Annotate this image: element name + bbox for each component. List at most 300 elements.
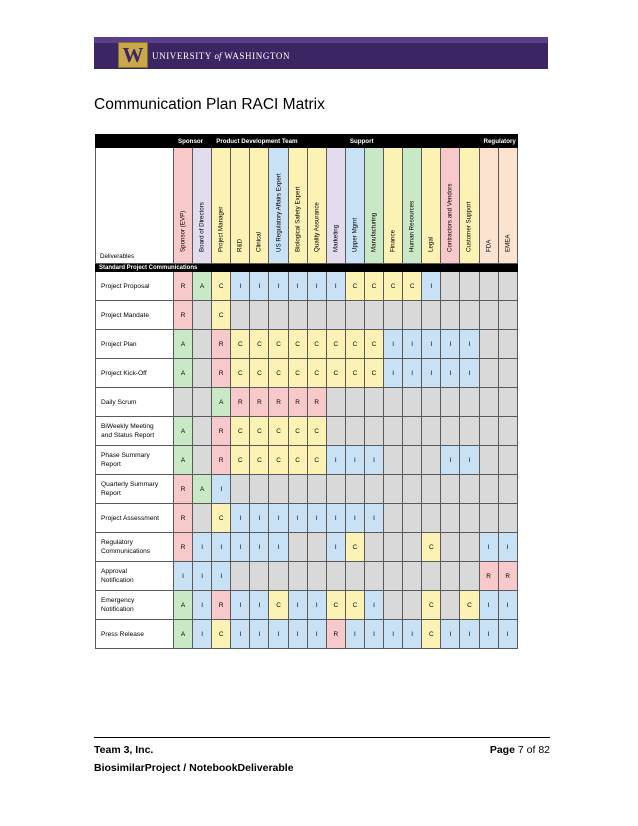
deliverable-label (96, 475, 174, 504)
raci-cell: R (250, 388, 269, 417)
raci-cell: R (212, 359, 231, 388)
raci-cell (460, 417, 479, 446)
raci-cell: C (345, 330, 364, 359)
raci-cell: I (460, 446, 479, 475)
raci-cell (250, 475, 269, 504)
deliverable-label-line: Approval (101, 568, 128, 575)
raci-cell (384, 562, 403, 591)
raci-cell (288, 475, 307, 504)
role-header-row (96, 148, 518, 264)
deliverable-label (96, 388, 174, 417)
raci-cell (422, 417, 441, 446)
footer-page-current: 7 (517, 744, 524, 756)
table-row (96, 388, 518, 417)
role-label: Board of Directors (198, 202, 206, 252)
raci-cell: R (174, 475, 193, 504)
role-label: R&D (236, 238, 244, 252)
role-label: US Regulatory Affairs Expert (275, 173, 283, 252)
raci-cell (384, 504, 403, 533)
deliverable-label (96, 301, 174, 330)
group-header: Product Development Team (212, 135, 346, 148)
raci-cell: R (212, 446, 231, 475)
raci-cell: I (250, 272, 269, 301)
raci-cell: C (269, 330, 288, 359)
deliverable-label (96, 533, 174, 562)
raci-cell: I (250, 533, 269, 562)
raci-cell (441, 591, 460, 620)
raci-cell (403, 533, 422, 562)
raci-cell: C (288, 446, 307, 475)
deliverable-label-line: Regulatory (101, 539, 133, 546)
table-row (96, 504, 518, 533)
uw-logo-icon: W (118, 42, 148, 68)
group-header (96, 135, 174, 148)
raci-cell (460, 475, 479, 504)
raci-cell: C (250, 359, 269, 388)
raci-cell (422, 446, 441, 475)
raci-cell: I (345, 620, 364, 649)
raci-cell (326, 417, 345, 446)
role-label: Customer Support (465, 201, 473, 252)
footer-subtitle: BiosimilarProject / NotebookDeliverable (94, 762, 294, 774)
raci-cell: C (326, 591, 345, 620)
role-label: Upper Mgmt (351, 217, 359, 252)
footer-page-total: of 82 (526, 744, 550, 756)
raci-cell (479, 475, 498, 504)
raci-cell: I (384, 330, 403, 359)
deliverable-label (96, 330, 174, 359)
raci-cell (345, 417, 364, 446)
table-row (96, 330, 518, 359)
raci-cell (193, 330, 212, 359)
raci-cell: A (174, 591, 193, 620)
table-row (96, 620, 518, 649)
raci-cell: A (193, 272, 212, 301)
banner-stripe (94, 37, 548, 43)
raci-cell: I (212, 475, 231, 504)
raci-cell: I (231, 533, 250, 562)
raci-cell: R (479, 562, 498, 591)
deliverable-label-line: Report (101, 490, 121, 497)
deliverable-label-line: Communications (101, 548, 151, 555)
raci-cell: A (174, 330, 193, 359)
role-label: Legal (427, 236, 435, 252)
raci-cell: I (345, 446, 364, 475)
raci-cell (231, 301, 250, 330)
raci-cell (479, 388, 498, 417)
raci-cell: I (479, 533, 498, 562)
deliverables-header: Deliverables (96, 148, 174, 264)
raci-cell: C (212, 272, 231, 301)
raci-cell: I (212, 533, 231, 562)
raci-cell: C (269, 359, 288, 388)
raci-cell: I (345, 504, 364, 533)
role-header (326, 148, 345, 264)
raci-cell (345, 301, 364, 330)
raci-cell (422, 475, 441, 504)
raci-cell (403, 417, 422, 446)
raci-cell (307, 301, 326, 330)
raci-cell: I (326, 446, 345, 475)
footer-page-number (490, 744, 550, 756)
raci-cell: A (193, 475, 212, 504)
raci-cell: I (326, 533, 345, 562)
raci-cell: I (307, 591, 326, 620)
raci-cell (422, 301, 441, 330)
role-header (174, 148, 193, 264)
raci-cell: I (250, 591, 269, 620)
role-label: Project Manager (217, 206, 225, 252)
raci-cell: A (174, 446, 193, 475)
raci-cell (441, 504, 460, 533)
raci-cell (193, 359, 212, 388)
raci-cell: C (269, 417, 288, 446)
raci-cell (441, 301, 460, 330)
section-label: Standard Project Communications (96, 264, 518, 272)
raci-cell: R (212, 330, 231, 359)
raci-cell: C (212, 504, 231, 533)
role-header (307, 148, 326, 264)
raci-cell (498, 301, 517, 330)
raci-cell: C (269, 446, 288, 475)
raci-cell (364, 417, 383, 446)
group-header: Support (345, 135, 479, 148)
raci-cell (403, 446, 422, 475)
raci-cell: I (326, 504, 345, 533)
table-row (96, 301, 518, 330)
table-row (96, 591, 518, 620)
raci-cell (403, 301, 422, 330)
raci-matrix (95, 134, 518, 649)
deliverable-label-line: Notification (101, 577, 134, 584)
raci-cell (307, 475, 326, 504)
role-label: FDA (485, 239, 493, 252)
deliverable-label-line: Project Plan (101, 340, 137, 348)
raci-cell (326, 562, 345, 591)
role-header (193, 148, 212, 264)
footer-page-word: Page (489, 744, 515, 756)
raci-cell: I (307, 504, 326, 533)
raci-cell (460, 272, 479, 301)
raci-cell (498, 417, 517, 446)
raci-cell (384, 446, 403, 475)
raci-cell: I (231, 272, 250, 301)
raci-cell: C (345, 359, 364, 388)
table-row (96, 562, 518, 591)
role-header (212, 148, 231, 264)
raci-cell: I (422, 272, 441, 301)
role-header (460, 148, 479, 264)
raci-cell (498, 475, 517, 504)
raci-cell: C (250, 330, 269, 359)
deliverable-label (96, 504, 174, 533)
raci-cell (403, 562, 422, 591)
deliverable-label-line: Notification (101, 606, 134, 613)
raci-cell (441, 272, 460, 301)
raci-cell (498, 388, 517, 417)
deliverable-label-line: Daily Scrum (101, 398, 137, 406)
raci-cell: C (307, 330, 326, 359)
raci-cell: I (307, 272, 326, 301)
deliverable-label-line: Project Assessment (101, 514, 159, 522)
deliverable-label-line: BiWeekly Meeting (101, 423, 154, 430)
raci-cell (498, 446, 517, 475)
raci-cell (384, 533, 403, 562)
raci-cell (479, 417, 498, 446)
raci-cell: C (307, 446, 326, 475)
raci-cell: R (174, 533, 193, 562)
raci-cell (288, 533, 307, 562)
raci-cell (269, 301, 288, 330)
raci-cell: I (193, 591, 212, 620)
raci-cell: I (364, 504, 383, 533)
raci-cell: A (212, 388, 231, 417)
role-label: EMEA (504, 234, 512, 252)
raci-cell (364, 562, 383, 591)
raci-cell: C (288, 417, 307, 446)
raci-cell (384, 475, 403, 504)
raci-cell (479, 272, 498, 301)
raci-cell: I (441, 620, 460, 649)
raci-cell (231, 475, 250, 504)
raci-cell: C (269, 591, 288, 620)
raci-cell: A (174, 620, 193, 649)
raci-cell: C (326, 330, 345, 359)
raci-cell: I (364, 620, 383, 649)
raci-cell (403, 591, 422, 620)
raci-cell (422, 562, 441, 591)
raci-cell: I (460, 620, 479, 649)
raci-cell (441, 475, 460, 504)
raci-cell (479, 359, 498, 388)
raci-cell: I (403, 359, 422, 388)
raci-cell (498, 359, 517, 388)
role-label: Manufacturing (370, 212, 378, 252)
raci-cell: I (193, 562, 212, 591)
raci-cell: R (269, 388, 288, 417)
raci-cell (307, 562, 326, 591)
role-header (345, 148, 364, 264)
role-header (231, 148, 250, 264)
raci-cell (460, 301, 479, 330)
raci-cell (193, 301, 212, 330)
raci-cell (384, 591, 403, 620)
raci-cell (441, 417, 460, 446)
raci-cell: C (212, 301, 231, 330)
raci-cell (326, 388, 345, 417)
raci-cell: C (403, 272, 422, 301)
raci-cell: I (231, 591, 250, 620)
deliverable-label (96, 417, 174, 446)
raci-cell (364, 533, 383, 562)
raci-cell (326, 301, 345, 330)
table-row (96, 359, 518, 388)
raci-cell: I (288, 272, 307, 301)
raci-cell: C (212, 620, 231, 649)
raci-cell: R (174, 504, 193, 533)
raci-cell: I (288, 591, 307, 620)
raci-cell: R (212, 591, 231, 620)
deliverable-label-line: Quarterly Summary (101, 481, 159, 488)
raci-cell: I (250, 620, 269, 649)
raci-cell: I (326, 272, 345, 301)
raci-cell (403, 504, 422, 533)
role-header (422, 148, 441, 264)
raci-cell (384, 417, 403, 446)
raci-cell: I (231, 504, 250, 533)
role-label: Biological Safety Expert (294, 186, 302, 252)
raci-cell: I (384, 620, 403, 649)
footer-rule (94, 737, 550, 738)
raci-cell: I (441, 446, 460, 475)
raci-cell (364, 301, 383, 330)
raci-cell: C (460, 591, 479, 620)
deliverable-label-line: Phase Summary (101, 452, 150, 459)
raci-cell (498, 272, 517, 301)
raci-cell: I (288, 620, 307, 649)
deliverable-label (96, 272, 174, 301)
raci-cell: I (174, 562, 193, 591)
raci-cell (250, 562, 269, 591)
raci-cell: R (288, 388, 307, 417)
raci-cell: I (231, 620, 250, 649)
raci-cell: C (231, 446, 250, 475)
raci-cell (384, 388, 403, 417)
raci-cell: R (231, 388, 250, 417)
raci-cell: I (269, 504, 288, 533)
raci-cell (307, 533, 326, 562)
role-header (269, 148, 288, 264)
role-label: Quality Assurance (313, 202, 321, 252)
role-header (403, 148, 422, 264)
raci-cell (250, 301, 269, 330)
raci-cell (288, 301, 307, 330)
role-header (250, 148, 269, 264)
role-header (384, 148, 403, 264)
raci-cell: C (364, 359, 383, 388)
raci-cell: I (498, 620, 517, 649)
raci-cell (174, 388, 193, 417)
role-header (288, 148, 307, 264)
role-label: Marketing (332, 224, 340, 252)
raci-cell: C (250, 417, 269, 446)
raci-cell: C (364, 272, 383, 301)
table-row (96, 475, 518, 504)
raci-cell (288, 562, 307, 591)
university-of: of (214, 51, 222, 61)
raci-cell: I (269, 272, 288, 301)
role-header (441, 148, 460, 264)
role-header (498, 148, 517, 264)
role-header (479, 148, 498, 264)
raci-cell (193, 504, 212, 533)
raci-cell (345, 475, 364, 504)
raci-cell: R (212, 417, 231, 446)
role-label: Finance (389, 229, 397, 252)
deliverable-label (96, 446, 174, 475)
group-header-row (96, 135, 518, 148)
deliverable-label (96, 562, 174, 591)
raci-cell: A (174, 359, 193, 388)
raci-cell (479, 446, 498, 475)
raci-cell: C (307, 417, 326, 446)
raci-cell (460, 388, 479, 417)
raci-cell: I (193, 620, 212, 649)
raci-cell: I (364, 591, 383, 620)
raci-cell: C (231, 330, 250, 359)
table-row (96, 272, 518, 301)
raci-cell: I (364, 446, 383, 475)
table-row (96, 533, 518, 562)
raci-cell: I (479, 591, 498, 620)
deliverable-label-line: and Status Report (101, 432, 155, 439)
university-name (152, 51, 290, 61)
raci-cell: I (269, 533, 288, 562)
deliverable-label-line: Report (101, 461, 121, 468)
raci-cell: C (288, 359, 307, 388)
role-label: Clinical (255, 232, 263, 252)
raci-cell (460, 562, 479, 591)
raci-cell (193, 388, 212, 417)
raci-cell: I (193, 533, 212, 562)
raci-cell: I (250, 504, 269, 533)
raci-cell (460, 533, 479, 562)
raci-cell (498, 330, 517, 359)
raci-cell: I (422, 330, 441, 359)
role-label: Contractors and Vendors (446, 183, 454, 252)
raci-cell (364, 388, 383, 417)
raci-cell (384, 301, 403, 330)
raci-cell: C (422, 620, 441, 649)
raci-cell (422, 388, 441, 417)
raci-cell: C (326, 359, 345, 388)
raci-cell: A (174, 417, 193, 446)
footer-company: Team 3, Inc. (94, 744, 154, 756)
raci-cell: I (384, 359, 403, 388)
raci-cell: I (403, 620, 422, 649)
page-title: Communication Plan RACI Matrix (94, 96, 325, 113)
raci-cell (193, 446, 212, 475)
university-suffix: WASHINGTON (224, 51, 291, 61)
raci-cell (231, 562, 250, 591)
raci-cell (479, 504, 498, 533)
group-header: Sponsor (174, 135, 212, 148)
raci-cell: R (174, 301, 193, 330)
raci-cell (441, 533, 460, 562)
raci-cell (441, 388, 460, 417)
deliverable-label-line: Project Mandate (101, 311, 150, 319)
raci-cell: I (212, 562, 231, 591)
university-prefix: UNIVERSITY (152, 51, 212, 61)
raci-cell: C (345, 533, 364, 562)
raci-cell: I (307, 620, 326, 649)
raci-cell (269, 562, 288, 591)
raci-cell: I (403, 330, 422, 359)
raci-cell: C (345, 272, 364, 301)
raci-cell: C (231, 417, 250, 446)
section-row (96, 264, 518, 272)
raci-cell: C (307, 359, 326, 388)
raci-cell: I (498, 533, 517, 562)
raci-cell: C (250, 446, 269, 475)
deliverable-label-line: Project Proposal (101, 282, 150, 290)
raci-cell (193, 417, 212, 446)
deliverable-label-line: Press Release (101, 630, 144, 638)
raci-cell (364, 475, 383, 504)
raci-cell: C (288, 330, 307, 359)
raci-cell: I (288, 504, 307, 533)
deliverable-label (96, 620, 174, 649)
